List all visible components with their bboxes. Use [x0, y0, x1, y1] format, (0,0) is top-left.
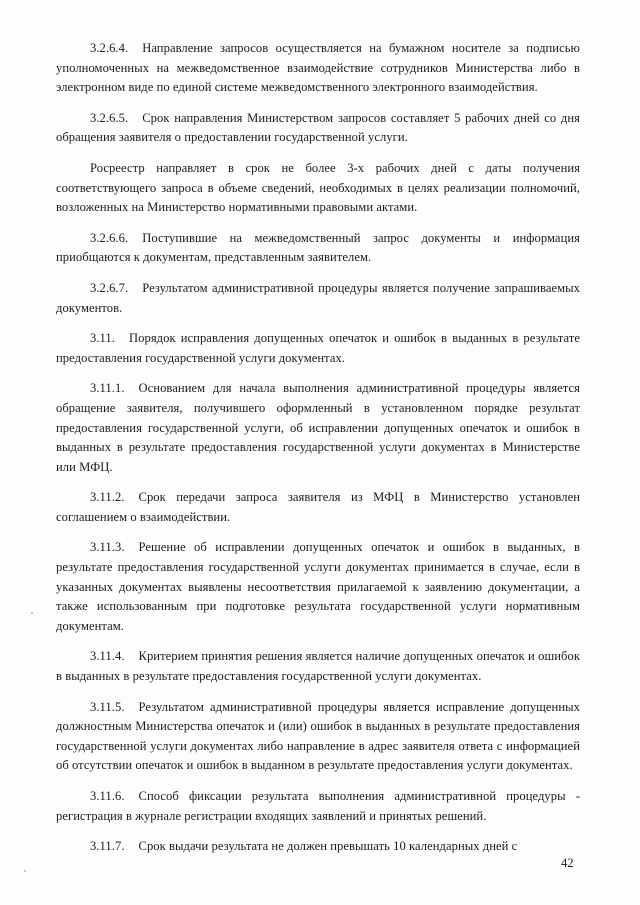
paragraph-text: Поступившие на межведомственный запрос документы и информация приобщаются к документам, представленным заявителем. [56, 230, 580, 265]
paragraph-number: 3.11.7. [90, 839, 125, 854]
paragraph-number: 3.11.6. [90, 789, 125, 803]
paragraph-text: Срок направления Министерством запросов составляет 5 рабочих дней со дня обращения заявителя о предоставлении государственной услуги. [56, 110, 580, 145]
paragraph-text: Направление запросов осуществляется на бумажном носителе за подписью уполномоченных на межведомственное взаимодействие сотрудников Министерства либо в электронном виде по единой системе межведомственного электронного взаимодействия. [56, 41, 580, 95]
paragraph-text: Порядок исправления допущенных опечаток и ошибок в выданных в результате предоставления государственной услуги документах. [56, 331, 580, 365]
paragraph-text: Результатом административной процедуры является исправление допущенных должностным Министерства опечаток и (или) ошибок в выданных в результате предоставления государственной услуги документах либо направление в адрес заявителя ответа с информацией об отсутствии опечаток и ошибок в выданном в результате предоставления услуги документах. [56, 699, 580, 773]
document-body [56, 39, 580, 868]
paragraph-3-11-1 [56, 379, 580, 477]
paragraph-3-11-4 [56, 647, 580, 686]
paragraph-number: 3.11.5. [90, 699, 125, 714]
section-3-11-heading [56, 329, 580, 368]
paragraph-text: Критерием принятия решения является наличие допущенных опечаток и ошибок в выданных в результате предоставления государственной услуги документах. [56, 649, 580, 684]
paragraph-text: Срок передачи запроса заявителя из МФЦ в Министерство установлен соглашением о взаимодействии. [56, 490, 580, 524]
paragraph-number: 3.11. [90, 331, 115, 346]
paragraph-number: 3.11.4. [90, 649, 125, 664]
paragraph-number: 3.2.6.6. [90, 230, 129, 245]
paragraph-3-2-6-7 [56, 279, 580, 318]
paragraph-text: Способ фиксации результата выполнения административной процедуры - регистрация в журнале регистрации входящих заявлений и принятых решений. [56, 789, 580, 823]
paragraph-text: Основанием для начала выполнения административной процедуры является обращение заявителя, получившего оформленный в установленном порядке результат предоставления государственной услуги, об исправлении допущенных опечаток и ошибок в выданных в результате предоставления государственной услуги документах в Министерстве или МФЦ. [56, 381, 580, 474]
paragraph-text: Росреестр направляет в срок не более 3-х рабочих дней с даты получения соответствующего запроса в объеме сведений, необходимых в целях реализации полномочий, возложенных на Министерство нормативными правовыми актами. [56, 160, 580, 215]
paragraph-number: 3.2.6.5. [90, 110, 129, 125]
paragraph-3-11-3 [56, 538, 580, 636]
paragraph-number: 3.11.3. [90, 540, 125, 555]
paragraph-rosreestr [56, 159, 580, 218]
paragraph-3-11-6 [56, 787, 580, 826]
paragraph-3-2-6-4 [56, 39, 580, 98]
paragraph-3-2-6-6 [56, 229, 580, 268]
page-number: 42 [561, 856, 574, 870]
paragraph-3-11-7 [56, 837, 580, 857]
paragraph-3-11-5 [56, 698, 580, 776]
paragraph-3-11-2 [56, 488, 580, 527]
paragraph-text: Решение об исправлении допущенных опечаток и ошибок в выданных, в результате предоставления государственной услуги документах принимается в случае, если в указанных документах выявлены несоответствия прилагаемой к заявлению документации, а также использованным при подготовке результата государственной услуги нормативным документам. [56, 540, 580, 633]
paragraph-number: 3.11.1. [90, 381, 125, 396]
paragraph-text: Срок выдачи результата не должен превышать 10 календарных дней с [138, 839, 518, 854]
scan-speck [24, 870, 26, 872]
paragraph-3-2-6-5 [56, 109, 580, 148]
paragraph-number: 3.2.6.7. [90, 280, 129, 295]
scan-speck [31, 612, 33, 614]
paragraph-text: Результатом административной процедуры является получение запрашиваемых документов. [56, 280, 580, 315]
paragraph-number: 3.11.2. [90, 490, 125, 505]
paragraph-number: 3.2.6.4. [90, 41, 129, 55]
